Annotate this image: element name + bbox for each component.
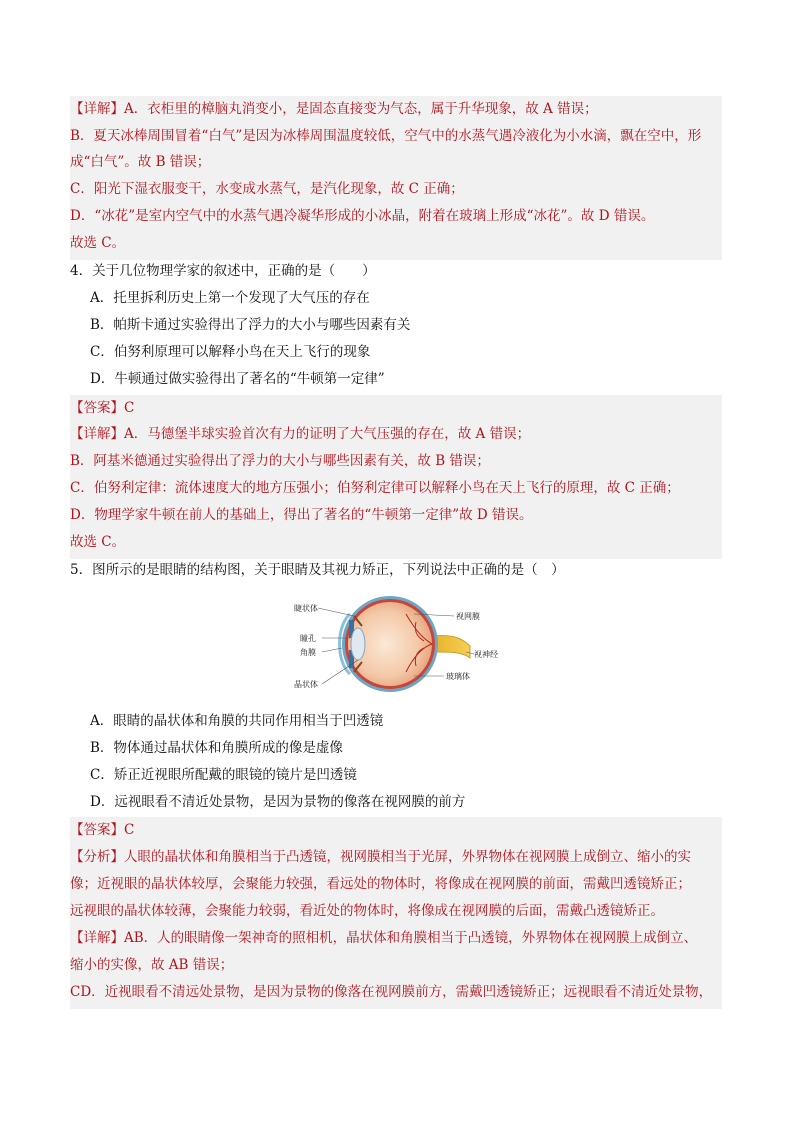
q4-option-b: B．帕斯卡通过实验得出了浮力的大小与哪些因素有关 bbox=[90, 317, 411, 333]
q5-option-d: D．远视眼看不清近处景物，是因为景物的像落在视网膜的前方 bbox=[90, 794, 466, 810]
q4-detail-tag: 【详解】 bbox=[70, 426, 124, 442]
q5-answer-line bbox=[70, 821, 134, 839]
label-pupil: 瞳孔 bbox=[300, 634, 316, 643]
q3-detail-tag: 【详解】 bbox=[70, 101, 124, 117]
label-optic-nerve: 视神经 bbox=[474, 650, 498, 659]
q4-stem: 4．关于几位物理学家的叙述中，正确的是（ ） bbox=[70, 263, 376, 279]
label-lens: 晶状体 bbox=[294, 680, 318, 689]
label-retina: 视网膜 bbox=[456, 612, 480, 621]
q4-detail-line-1: 【详解】A．马德堡半球实验首次有力的证明了大气压强的存在，故 A 错误； bbox=[70, 426, 531, 442]
q4-detail-line-2: B．阿基米德通过实验得出了浮力的大小与哪些因素有关，故 B 错误； bbox=[70, 453, 490, 469]
eye-structure-figure bbox=[294, 586, 502, 694]
label-cornea: 角膜 bbox=[300, 648, 316, 657]
q5-stem: 5．图所示的是眼睛的结构图，关于眼睛及其视力矫正，下列说法中正确的是（ ） bbox=[70, 562, 565, 578]
q4-option-a: A．托里拆利历史上第一个发现了大气压的存在 bbox=[90, 290, 370, 306]
q3-detail-line-6: 故选 C。 bbox=[70, 235, 126, 251]
q5-analysis-line-2: 像；近视眼的晶状体较厚，会聚能力较强，看远处的物体时，将像成在视网膜的前面，需戴凹透镜矫正； bbox=[70, 876, 691, 892]
q4-answer-line bbox=[70, 399, 134, 417]
q4-detail-line-3: C．伯努利定律：流体速度大的地方压强小；伯努利定律可以解释小鸟在天上飞行的原理，故 C 正确； bbox=[70, 480, 680, 496]
label-ciliary: 睫状体 bbox=[294, 604, 318, 613]
q4-detail-line-5: 故选 C。 bbox=[70, 534, 126, 550]
q4-answer-value: C bbox=[124, 400, 135, 416]
q3-explanation-block bbox=[70, 96, 722, 260]
q5-option-a: A．眼睛的晶状体和角膜的共同作用相当于凹透镜 bbox=[90, 713, 384, 729]
q5-analysis-tag: 【分析】 bbox=[70, 849, 124, 865]
q4-detail-line-4: D．物理学家牛顿在前人的基础上，得出了著名的“牛顿第一定律”故 D 错误。 bbox=[70, 507, 533, 523]
q5-analysis-line-3: 远视眼的晶状体较薄，会聚能力较弱，看近处的物体时，将像成在视网膜的后面，需戴凸透镜矫正。 bbox=[70, 903, 664, 919]
lens-shape bbox=[351, 628, 365, 660]
q5-detail-line-1: 【详解】AB．人的眼睛像一架神奇的照相机，晶状体和角膜相当于凸透镜，外界物体在视网膜上成倒立、 bbox=[70, 930, 698, 946]
label-vitreous: 玻璃体 bbox=[446, 672, 470, 681]
q5-answer-value: C bbox=[124, 822, 135, 838]
q5-analysis-line-1: 【分析】人眼的晶状体和角膜相当于凸透镜，视网膜相当于光屏，外界物体在视网膜上成倒立、缩小的实 bbox=[70, 849, 691, 865]
q4-answer-block bbox=[70, 395, 722, 559]
q5-option-b: B．物体通过晶状体和角膜所成的像是虚像 bbox=[90, 740, 343, 756]
q5-answer-tag: 【答案】 bbox=[70, 822, 124, 838]
q4-option-d: D．牛顿通过做实验得出了著名的“牛顿第一定律” bbox=[90, 371, 385, 387]
q5-detail-line-2: 缩小的实像，故 AB 错误； bbox=[70, 957, 234, 973]
q3-detail-line-4: C．阳光下湿衣服变干，水变成水蒸气，是汽化现象，故 C 正确； bbox=[70, 181, 464, 197]
q5-detail-tag: 【详解】 bbox=[70, 930, 124, 946]
q4-option-c: C．伯努利原理可以解释小鸟在天上飞行的现象 bbox=[90, 344, 371, 360]
optic-nerve-shape bbox=[434, 635, 470, 658]
q3-detail-line-5: D．“冰花”是室内空气中的水蒸气遇冷凝华形成的小冰晶，附着在玻璃上形成“冰花”。故 D 错误。 bbox=[70, 208, 655, 224]
q5-option-c: C．矫正近视眼所配戴的眼镜的镜片是凹透镜 bbox=[90, 767, 357, 783]
q3-detail-line-3: 成“白气”。故 B 错误； bbox=[70, 154, 211, 170]
q5-detail-line-3: CD．近视眼看不清远处景物，是因为景物的像落在视网膜前方，需戴凹透镜矫正；远视眼看不清近处景物， bbox=[70, 984, 713, 1000]
q3-detail-line-2: B．夏天冰棒周围冒着“白气”是因为冰棒周围温度较低，空气中的水蒸气遇冷液化为小水滴，飘在空中，形 bbox=[70, 128, 702, 144]
q4-answer-tag: 【答案】 bbox=[70, 400, 124, 416]
q3-detail-line-1: 【详解】A．衣柜里的樟脑丸消变小，是固态直接变为气态，属于升华现象，故 A 错误； bbox=[70, 101, 598, 117]
